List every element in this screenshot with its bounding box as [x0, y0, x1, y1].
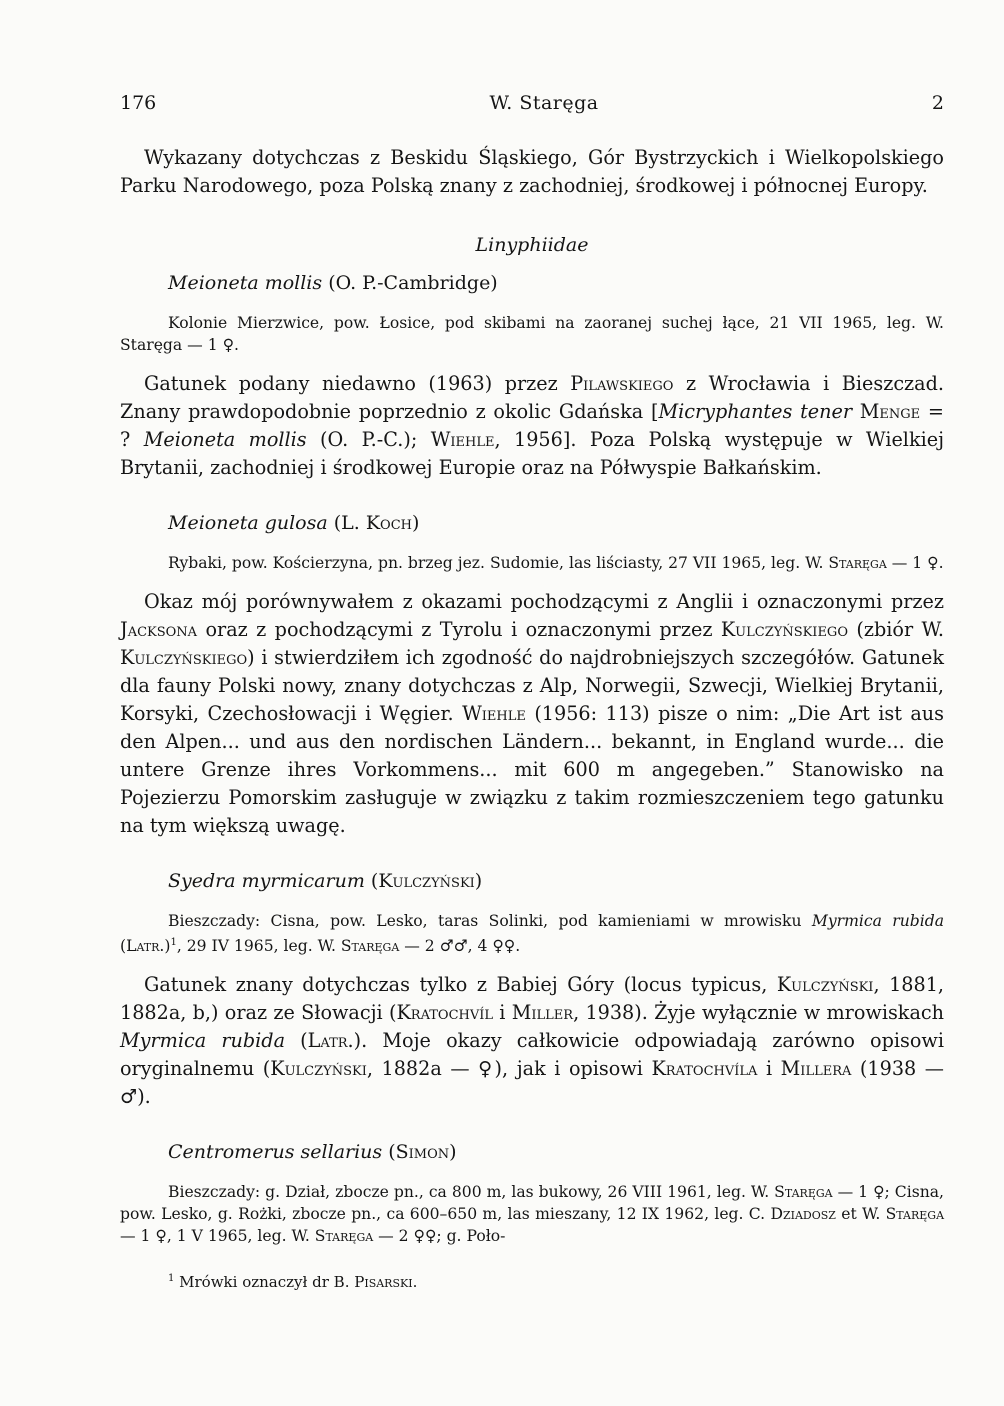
footnote: $^1$ Mrówki oznaczył dr B. Pisarski. [168, 1273, 418, 1292]
page-number: 176 [120, 92, 157, 114]
page [120, 92, 944, 1291]
species-heading [168, 512, 944, 534]
species-heading [168, 272, 944, 294]
species-paragraph: Gatunek znany dotychczas tylko z Babiej Góry (locus typicus, Kulczyński, 1881, 1882a, b,) oraz ze Słowacji (Kratochvíl i Miller, 1938). Żyje wyłącznie w mrowiskach Myrmica rubida (Latr.). Moje okazy całkowicie odpowiadają zarówno opisowi oryginalnemu (Kulczyński, 1882a — ♀), jak i opisowi Kratochvíla i Millera (1938 — ♂). [120, 973, 944, 1109]
species-name: Meioneta mollis [168, 272, 323, 294]
running-author: W. Staręga [489, 92, 599, 114]
species-block-syedra-myrmicarum [120, 870, 944, 1111]
species-paragraph: Okaz mój porównywałem z okazami pochodzącymi z Anglii i oznaczonymi przez Jacksona oraz z pochodzącymi z Tyrolu i oznaczonymi przez Kulczyńskiego (zbiór W. Kulczyńskiego) i stwierdziłem ich zgodność do najdrobniejszych szczegółów. Gatunek dla fauny Polski nowy, znany dotychczas z Alp, Norwegii, Szwecji, Wielkiej Brytanii, Korsyki, Czechosłowacji i Węgier. Wiehle (1956: 113) pisze o nim: „Die Art ist aus den Alpen... und aus den nordischen Ländern... bekannt, in England wurde... die untere Grenze ihres Vorkommens... mit 600 m angegeben.” Stanowisko na Pojezierzu Pomorskim zasługuje w związku z takim rozmieszczeniem tego gatunku na tym większą uwagę. [120, 590, 944, 837]
species-block-centromerus-sellarius [120, 1141, 944, 1247]
species-name: Syedra myrmicarum [168, 870, 365, 892]
intro-paragraph: Wykazany dotychczas z Beskidu Śląskiego, Gór Bystrzyckich i Wielkopolskiego Parku Narodowego, poza Polską znany z zachodniej, środkowej i północnej Europy. [120, 146, 944, 197]
collection-record: Bieszczady: g. Dział, zbocze pn., ca 800 m, las bukowy, 26 VIII 1961, leg. W. Staręga — 1 ♀; Cisna, pow. Lesko, g. Rożki, zbocze pn., ca 600–650 m, las mieszany, 12 IX 1962, leg. C. Dziadosz et W. Staręga — 1 ♀, 1 V 1965, leg. W. Staręga — 2 ♀♀; g. Poło- [120, 1183, 945, 1246]
species-block-meioneta-gulosa [120, 512, 944, 840]
species-heading [168, 870, 944, 892]
species-author: (L. Koch) [333, 512, 420, 534]
footnote-ref: 1 [170, 937, 177, 948]
species-paragraph: Gatunek podany niedawno (1963) przez Pilawskiego z Wrocławia i Bieszczad. Znany prawdopodobnie poprzednio z okolic Gdańska [Micryphantes tener Menge = ? Meioneta mollis (O. P.-C.); Wiehle, 1956]. Poza Polską występuje w Wielkiej Brytanii, zachodniej i środkowej Europie oraz na Półwyspie Bałkańskim. [120, 372, 945, 479]
species-name: Centromerus sellarius [168, 1141, 383, 1164]
running-header [120, 92, 944, 114]
collection-record: Rybaki, pow. Kościerzyna, pn. brzeg jez. Sudomie, las liściasty, 27 VII 1965, leg. W. Staręga — 1 ♀. [168, 554, 944, 572]
species-heading [168, 1141, 944, 1163]
collection-record: Bieszczady: Cisna, pow. Lesko, taras Solinki, pod kamieniami w mrowisku Myrmica rubida (Latr.)$^1$, 29 IV 1965, leg. W. Staręga — 2 ♂♂, 4 ♀♀. [120, 912, 944, 956]
issue-number: 2 [931, 92, 944, 114]
family-heading: Linyphiidae [475, 234, 589, 256]
species-author: (O. P.-Cambridge) [328, 272, 498, 294]
species-name: Meioneta gulosa [168, 512, 328, 534]
collection-record: Kolonie Mierzwice, pow. Łosice, pod skibami na zaoranej suchej łące, 21 VII 1965, leg. W. Staręga — 1 ♀. [120, 314, 944, 354]
species-author: (Simon) [388, 1141, 457, 1164]
footnote-mark: 1 [168, 1273, 175, 1285]
species-author: (Kulczyński) [370, 870, 483, 892]
species-block-meioneta-mollis [120, 272, 944, 482]
